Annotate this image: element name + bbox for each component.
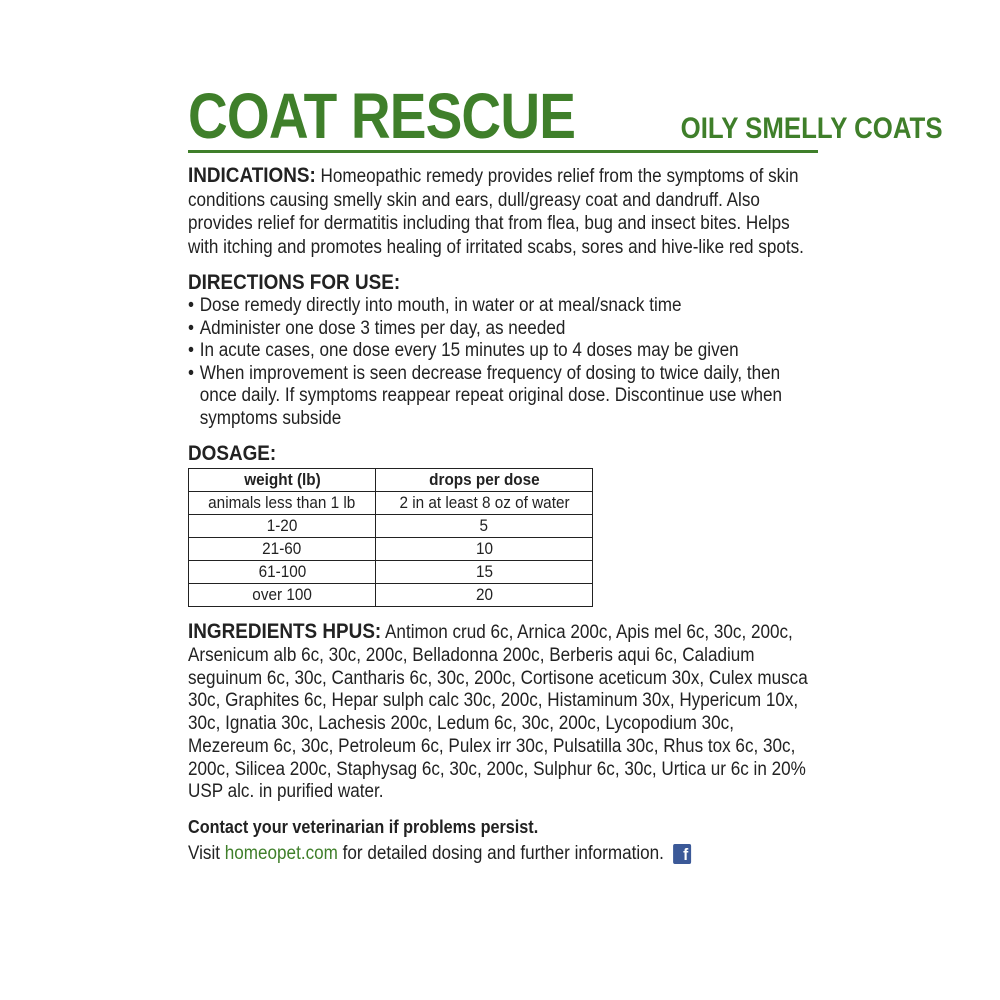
ingredients-section <box>188 621 818 804</box>
drops-cell: 15 <box>376 561 593 584</box>
table-row <box>189 515 593 538</box>
weight-cell: 21-60 <box>189 538 376 561</box>
website-link[interactable]: homeopet.com <box>224 843 338 864</box>
table-row <box>189 492 593 515</box>
table-row <box>189 561 593 584</box>
drops-cell: 5 <box>376 515 593 538</box>
drops-cell: 20 <box>376 584 593 607</box>
visit-line <box>188 843 818 865</box>
drops-cell: 10 <box>376 538 593 561</box>
product-title: COAT RESCUE <box>188 80 576 152</box>
weight-cell: 61-100 <box>189 561 376 584</box>
visit-prefix: Visit <box>188 843 221 864</box>
drops-cell: 2 in at least 8 oz of water <box>376 492 593 515</box>
visit-suffix: for detailed dosing and further information. <box>342 843 664 864</box>
title-row <box>188 80 943 153</box>
column-header-weight: weight (lb) <box>189 469 376 492</box>
directions-heading: DIRECTIONS FOR USE: <box>188 271 401 295</box>
indications-section <box>188 164 818 259</box>
ingredients-text: Antimon crud 6c, Arnica 200c, Apis mel 6c, 30c, 200c, Arsenicum alb 6c, 30c, 200c, Belladonna 200c, Berberis aqui 6c, Caladium seguinum 6c, 30c, Cantharis 6c, 30c, 200c, Cortisone aceticum 30x, Culex musca 30c, Graphites 6c, Hepar sulph calc 30c, 200c, Histaminum 30x, Hypericum 10x, 30c, Ignatia 30c, Lachesis 200c, Ledum 6c, 30c, 200c, Lycopodium 30c, Mezereum 6c, 30c, Petroleum 6c, Pulex irr 30c, Pulsatilla 30c, Rhus tox 6c, 30c, 200c, Silicea 200c, Staphysag 6c, 30c, 200c, Sulphur 6c, 30c, Urtica ur 6c in 20% USP alc. in purified water. <box>188 622 808 803</box>
directions-list <box>188 295 818 430</box>
table-header-row <box>189 469 593 492</box>
facebook-icon[interactable]: f <box>673 844 691 864</box>
indications-heading: INDICATIONS: <box>188 164 316 187</box>
dosage-heading: DOSAGE: <box>188 442 277 466</box>
product-label <box>188 80 943 865</box>
contact-note: Contact your veterinarian if problems persist. <box>188 817 539 837</box>
weight-cell: over 100 <box>189 584 376 607</box>
table-row <box>189 584 593 607</box>
directions-item: • Administer one dose 3 times per day, as needed <box>188 318 818 341</box>
weight-cell: 1-20 <box>189 515 376 538</box>
table-row <box>189 538 593 561</box>
column-header-drops: drops per dose <box>376 469 593 492</box>
ingredients-heading: INGREDIENTS HPUS: <box>188 620 382 644</box>
dosage-table <box>188 468 593 607</box>
product-subtitle: OILY SMELLY COATS <box>680 112 943 145</box>
directions-item: • Dose remedy directly into mouth, in water or at meal/snack time <box>188 295 818 318</box>
directions-item: • When improvement is seen decrease frequency of dosing to twice daily, then once daily. If symptoms reappear repeat original dose. Discontinue use when symptoms subside <box>188 363 818 431</box>
indications-text: Homeopathic remedy provides relief from the symptoms of skin conditions causing smelly skin and ears, dull/greasy coat and dandruff. Also provides relief for dermatitis including that from flea, bug and insect bites. Helps with itching and promotes healing of irritated scabs, sores and hive-like red spots. <box>188 166 804 258</box>
weight-cell: animals less than 1 lb <box>189 492 376 515</box>
directions-item: • In acute cases, one dose every 15 minutes up to 4 doses may be given <box>188 340 818 363</box>
